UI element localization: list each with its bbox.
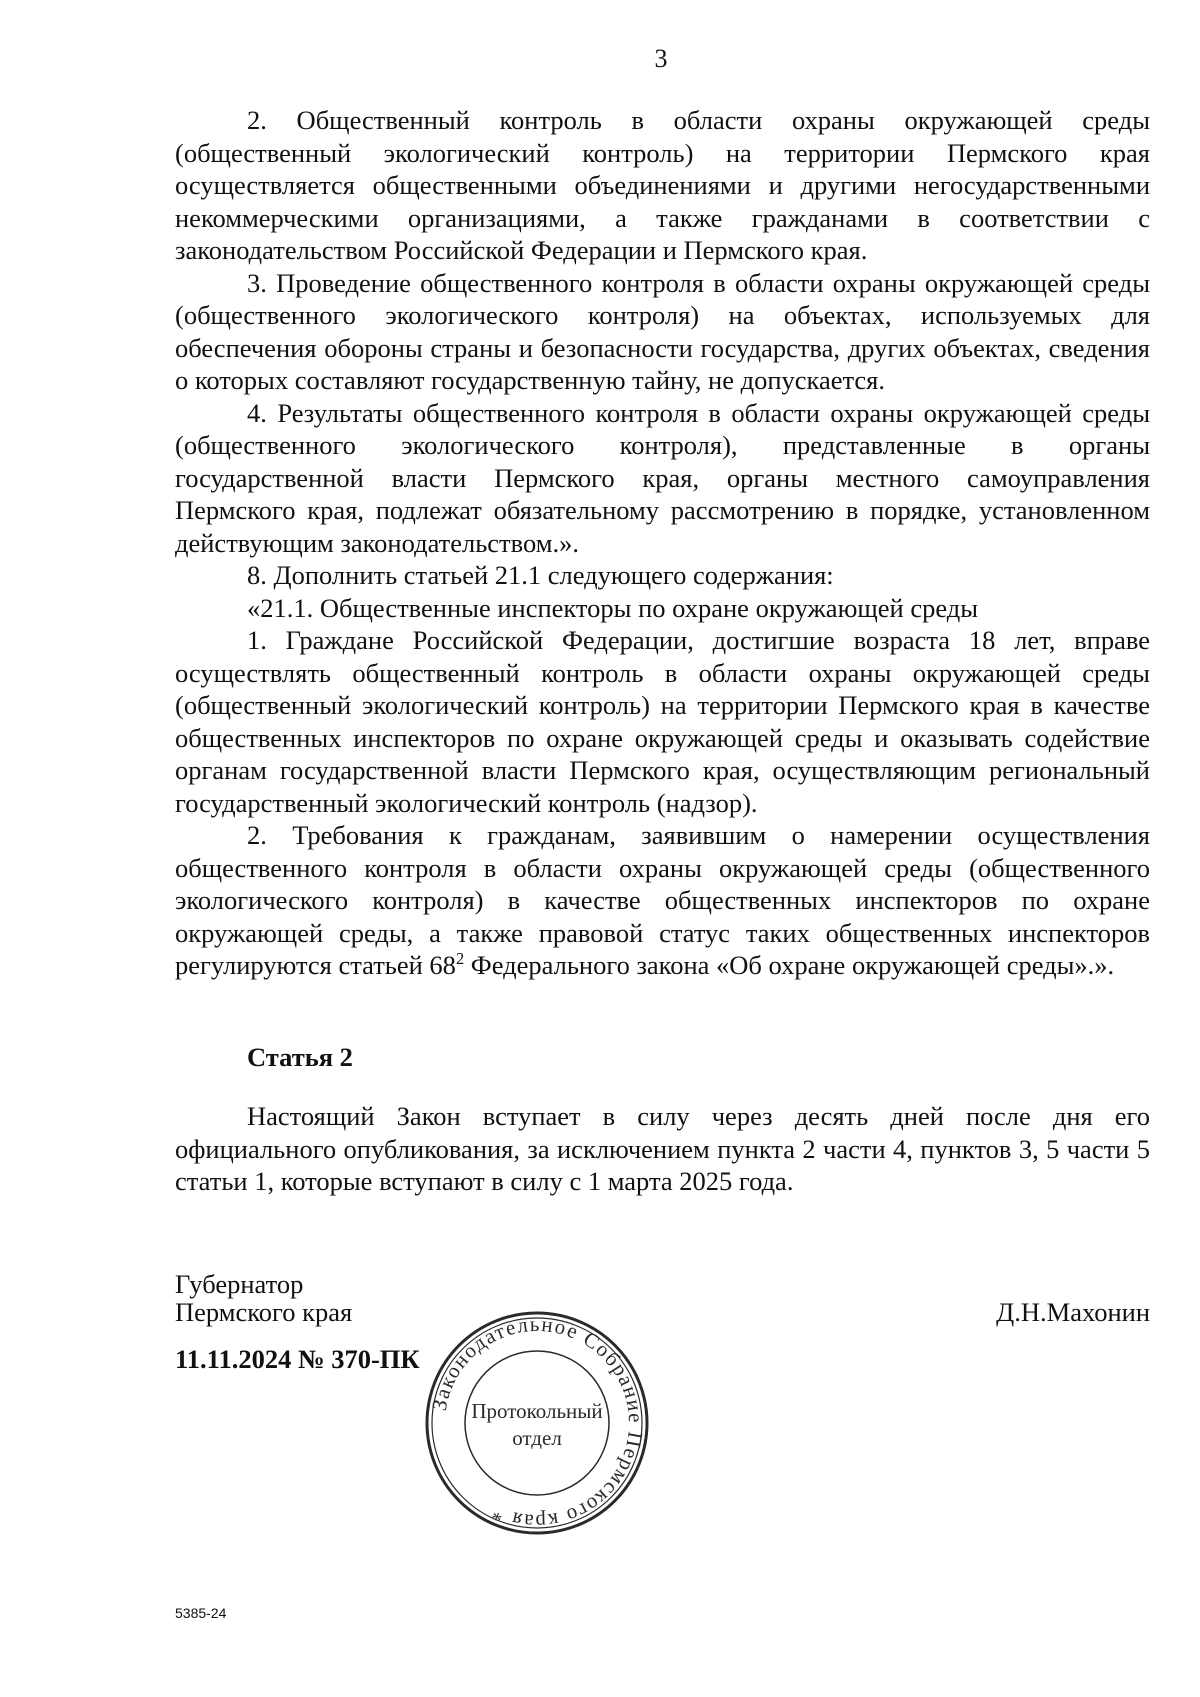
signatory-title-line-2: Пермского края: [175, 1297, 353, 1327]
paragraph-article-21-1-title: «21.1. Общественные инспекторы по охране окружающей среды: [247, 592, 979, 623]
article-2-body: [175, 1100, 1150, 1198]
seal-ring-textpath: Законодательное Собрание Пермского края *: [426, 1311, 649, 1535]
seal-center-line-1: Протокольный: [471, 1399, 603, 1423]
signatory-title: [175, 1270, 352, 1326]
paragraph-4: 4. Результаты общественного контроля в области охраны окружающей среды (общественного экологического контроля), представленные в органы государственной власти Пермского края, органы местного самоуправления Пермского края, подлежат обязательному рассмотрению в порядке, установленном действующим законодательством.».: [175, 397, 1150, 558]
paragraph-21-1-item-2-text: 2. Требования к гражданам, заявившим о намерении осуществления общественного контроля в области охраны окружающей среды (общественного экологического контроля) в качестве общественных инспекторов по охране окружающей среды, а также правовой статус таких общественных инспекторов регулируются статьей 68: [175, 820, 1150, 980]
seal-inner-ring: [465, 1351, 609, 1495]
paragraph-21-1-item-2: [175, 819, 1150, 982]
signatory-name: Д.Н.Махонин: [996, 1297, 1150, 1327]
paragraph-2: 2. Общественный контроль в области охраны окружающей среды (общественный экологический контроль) на территории Пермского края осуществляется общественными объединениями и другими негосударственными некоммерческими организациями, а также гражданами в соответствии с законодательством Российской Федерации и Пермского края.: [175, 105, 1150, 265]
paragraph-21-1-item-2-tail: Федерального закона «Об охране окружающей среды».».: [464, 950, 1115, 980]
article-2-heading: Статья 2: [247, 1042, 353, 1072]
article-1-continuation: [175, 104, 1150, 982]
paragraph-3: 3. Проведение общественного контроля в области охраны окружающей среды (общественного экологического контроля) на объектах, используемых для обеспечения обороны страны и безопасности государства, других объектах, сведения о которых составляют государственную тайну, не допускается.: [175, 267, 1150, 395]
document-code: 5385-24: [175, 1605, 227, 1621]
law-date-number: 11.11.2024 № 370-ПК: [175, 1344, 420, 1374]
signatory-title-line-1: Губернатор: [175, 1269, 304, 1299]
official-seal: [424, 1310, 650, 1536]
paragraph-21-1-item-1: 1. Граждане Российской Федерации, достигшие возраста 18 лет, вправе осуществлять общественный контроль в области охраны окружающей среды (общественный экологический контроль) на территории Пермского края в качестве общественных инспекторов по охране окружающей среды и оказывать содействие органам государственной власти Пермского края, осуществляющим региональный государственный экологический контроль (надзор).: [175, 625, 1150, 818]
superscript: 2: [455, 949, 465, 969]
page-number: 3: [654, 44, 668, 73]
seal-center-line-2: отдел: [512, 1426, 562, 1450]
article-2-text: Настоящий Закон вступает в силу через десять дней после дня его официального опубликования, за исключением пункта 2 части 4, пунктов 3, 5 части 5 статьи 1, которые вступают в силу с 1 марта 2025 года.: [175, 1101, 1150, 1196]
paragraph-amendment-8: 8. Дополнить статьей 21.1 следующего содержания:: [247, 560, 834, 590]
